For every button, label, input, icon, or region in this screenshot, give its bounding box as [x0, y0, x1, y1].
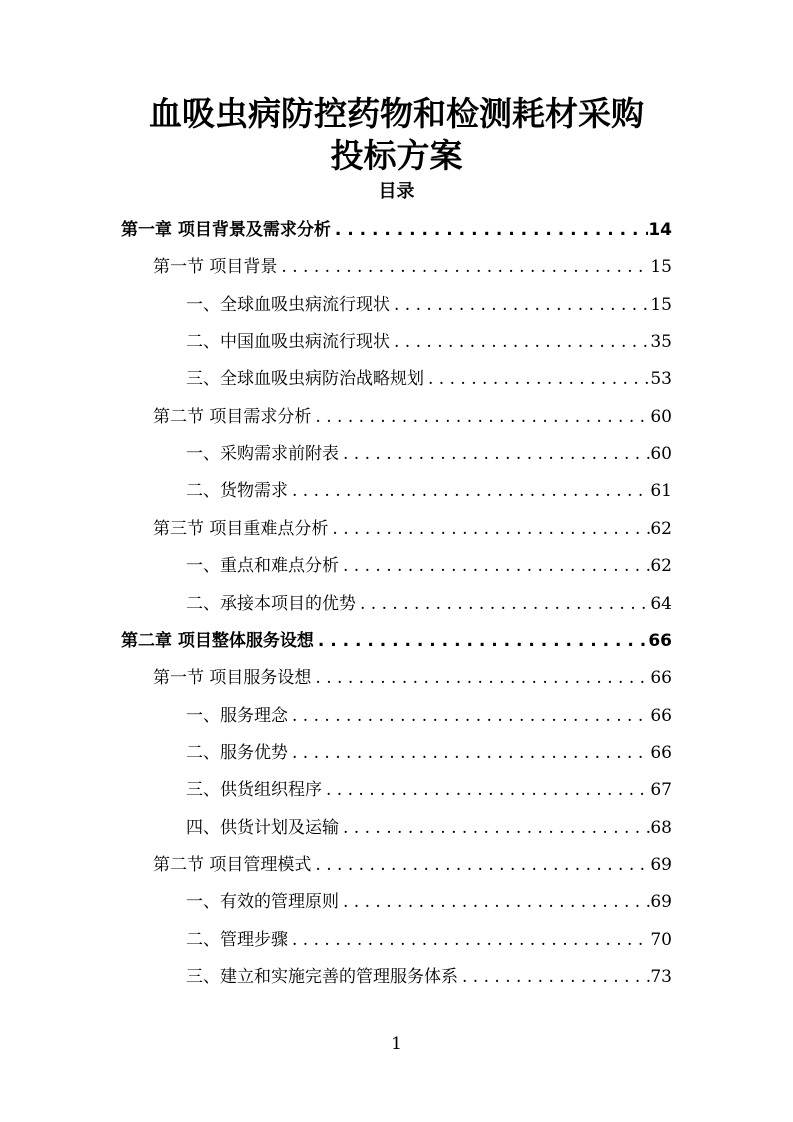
toc-dot-leader [288, 473, 650, 510]
toc-entry[interactable] [186, 473, 672, 510]
toc-entry-page-number: 66 [650, 668, 672, 689]
toc-entry-title: 三、全球血吸虫病防治战略规划 [186, 369, 424, 390]
toc-entry[interactable] [186, 772, 672, 809]
toc-entry[interactable] [121, 623, 672, 660]
toc-dot-leader [314, 623, 648, 660]
toc-entry-page-number: 53 [650, 369, 672, 390]
toc-entry[interactable] [186, 436, 672, 473]
toc-entry-page-number: 66 [648, 630, 672, 651]
toc-entry-title: 一、服务理念 [186, 705, 288, 726]
toc-entry-page-number: 62 [650, 556, 672, 577]
toc-entry[interactable] [186, 810, 672, 847]
toc-dot-leader [339, 884, 650, 921]
toc-entry-title: 四、供货计划及运输 [186, 817, 339, 838]
toc-dot-leader [311, 660, 650, 697]
toc-dot-leader [390, 287, 650, 324]
toc-entry[interactable] [186, 287, 672, 324]
toc-dot-leader [339, 810, 650, 847]
toc-entry[interactable] [186, 548, 672, 585]
toc-dot-leader [288, 735, 650, 772]
toc-entry-page-number: 60 [650, 406, 672, 427]
toc-entry-page-number: 62 [650, 518, 672, 539]
toc-dot-leader [390, 324, 650, 361]
toc-entry-title: 第二章 项目整体服务设想 [121, 630, 314, 651]
toc-entry[interactable] [186, 884, 672, 921]
toc-entry-title: 一、有效的管理原则 [186, 892, 339, 913]
toc-entry-page-number: 35 [650, 332, 672, 353]
toc-entry-title: 二、服务优势 [186, 742, 288, 763]
toc-entry[interactable] [153, 511, 672, 548]
toc-entry-title: 二、中国血吸虫病流行现状 [186, 332, 390, 353]
toc-entry-page-number: 67 [650, 780, 672, 801]
toc-dot-leader [331, 212, 648, 249]
toc-entry[interactable] [186, 959, 672, 996]
toc-entry-title: 一、重点和难点分析 [186, 556, 339, 577]
document-title-line-2: 投标方案 [330, 136, 463, 175]
toc-entry[interactable] [153, 847, 672, 884]
toc-entry-title: 第二节 项目需求分析 [153, 406, 312, 427]
toc-entry[interactable] [153, 660, 672, 697]
toc-entry-page-number: 61 [650, 481, 672, 502]
toc-entry-page-number: 60 [650, 444, 672, 465]
toc-entry-title: 第一节 项目服务设想 [153, 668, 312, 689]
toc-entry-page-number: 66 [650, 705, 672, 726]
toc-entry-title: 三、建立和实施完善的管理服务体系 [186, 967, 458, 987]
toc-entry-title: 一、全球血吸虫病流行现状 [186, 294, 390, 315]
toc-dot-leader [288, 698, 650, 735]
toc-entry[interactable] [186, 922, 672, 959]
toc-entry-page-number: 70 [650, 929, 672, 950]
toc-entry-page-number: 73 [650, 967, 672, 987]
toc-entry-title: 三、供货组织程序 [186, 780, 322, 801]
toc-dot-leader [458, 959, 650, 996]
toc-entry[interactable] [186, 586, 672, 623]
toc-entry[interactable] [153, 249, 672, 286]
toc-dot-leader [322, 772, 650, 809]
toc-dot-leader [328, 511, 650, 548]
toc-entry[interactable] [186, 361, 672, 398]
toc-entry-page-number: 66 [650, 742, 672, 763]
toc-entry-title: 二、管理步骤 [186, 929, 288, 950]
page-number: 1 [391, 1034, 402, 1054]
toc-entry-page-number: 15 [650, 257, 672, 278]
toc-dot-leader [356, 586, 650, 623]
toc-entry[interactable] [153, 399, 672, 436]
toc-entry-page-number: 69 [650, 854, 672, 875]
toc-entry-title: 第三节 项目重难点分析 [153, 518, 329, 539]
toc-entry[interactable] [186, 698, 672, 735]
toc-entry-page-number: 68 [650, 817, 672, 838]
toc-entry-title: 一、采购需求前附表 [186, 444, 339, 465]
toc-dot-leader [339, 548, 650, 585]
toc-dot-leader [311, 847, 650, 884]
toc-dot-leader [339, 436, 650, 473]
toc-entry[interactable] [121, 212, 672, 249]
toc-entry-title: 第一章 项目背景及需求分析 [121, 220, 331, 240]
toc-entry[interactable] [186, 324, 672, 361]
toc-entry-page-number: 64 [650, 593, 672, 614]
toc-entry-page-number: 15 [650, 294, 672, 315]
toc-heading: 目录 [378, 181, 415, 202]
document-title-line-1: 血吸虫病防控药物和检测耗材采购 [149, 94, 644, 133]
toc-dot-leader [311, 399, 650, 436]
toc-entry-page-number: 14 [648, 220, 672, 240]
toc-entry-title: 第一节 项目背景 [153, 257, 278, 278]
toc-dot-leader [424, 361, 650, 398]
toc-entry[interactable] [186, 735, 672, 772]
toc-entry-page-number: 69 [650, 892, 672, 913]
toc-dot-leader [277, 249, 650, 286]
toc-entry-title: 二、货物需求 [186, 481, 288, 502]
toc-entry-title: 二、承接本项目的优势 [186, 593, 356, 614]
toc-entry-title: 第二节 项目管理模式 [153, 854, 312, 875]
toc-dot-leader [288, 922, 650, 959]
